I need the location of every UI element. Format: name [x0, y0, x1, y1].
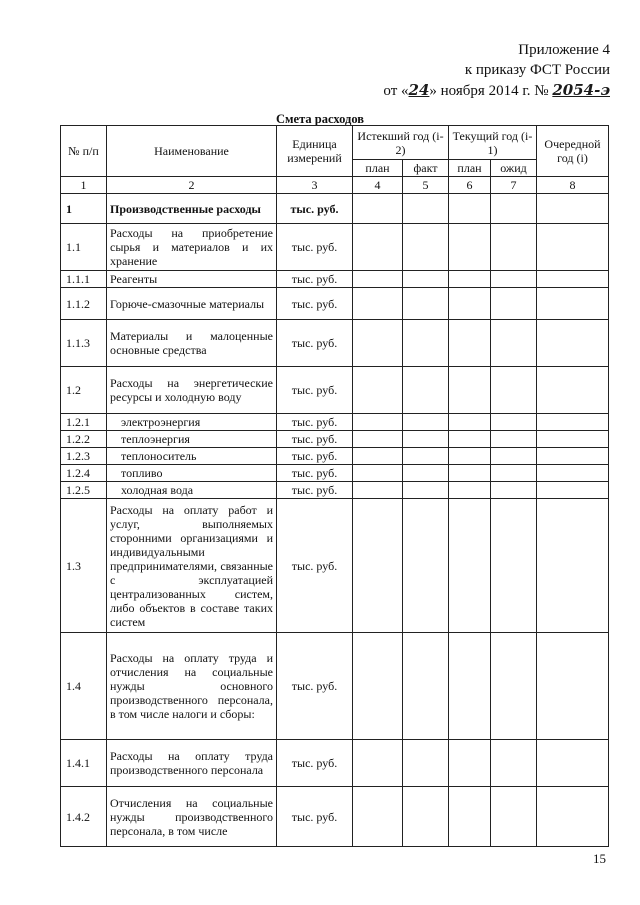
value-cell — [403, 431, 449, 448]
col-header-name: Наименование — [107, 126, 277, 177]
table-row — [61, 740, 609, 787]
row-number: 1.2.1 — [61, 414, 107, 431]
value-cell — [537, 224, 609, 271]
table-row — [61, 271, 609, 288]
value-cell — [403, 194, 449, 224]
table-row — [61, 414, 609, 431]
row-unit: тыс. руб. — [277, 448, 353, 465]
value-cell — [537, 288, 609, 320]
row-name: Производственные расходы — [107, 194, 277, 224]
row-unit: тыс. руб. — [277, 465, 353, 482]
col-number: 8 — [537, 177, 609, 194]
order-date-line — [350, 80, 610, 101]
value-cell — [353, 431, 403, 448]
col-number: 7 — [491, 177, 537, 194]
value-cell — [449, 482, 491, 499]
value-cell — [403, 633, 449, 740]
row-number: 1.3 — [61, 499, 107, 633]
row-unit: тыс. руб. — [277, 271, 353, 288]
value-cell — [491, 787, 537, 847]
value-cell — [449, 633, 491, 740]
value-cell — [403, 482, 449, 499]
value-cell — [449, 320, 491, 367]
row-number: 1.2.5 — [61, 482, 107, 499]
col-header-fact: факт — [403, 160, 449, 177]
table-row — [61, 787, 609, 847]
table-row — [61, 288, 609, 320]
table-row — [61, 482, 609, 499]
row-number: 1.2.4 — [61, 465, 107, 482]
value-cell — [537, 633, 609, 740]
row-unit: тыс. руб. — [277, 431, 353, 448]
value-cell — [537, 482, 609, 499]
col-number: 6 — [449, 177, 491, 194]
value-cell — [449, 740, 491, 787]
value-cell — [353, 271, 403, 288]
col-number: 3 — [277, 177, 353, 194]
row-name: Расходы на энергетические ресурсы и холодную воду — [107, 367, 277, 414]
table-row — [61, 367, 609, 414]
col-header-plan: план — [353, 160, 403, 177]
row-unit: тыс. руб. — [277, 194, 353, 224]
table-row — [61, 633, 609, 740]
table-row — [61, 224, 609, 271]
value-cell — [537, 740, 609, 787]
value-cell — [537, 499, 609, 633]
row-number: 1.4 — [61, 633, 107, 740]
value-cell — [449, 367, 491, 414]
table-row — [61, 499, 609, 633]
document-header — [350, 40, 610, 101]
value-cell — [449, 414, 491, 431]
row-unit: тыс. руб. — [277, 482, 353, 499]
value-cell — [537, 431, 609, 448]
value-cell — [491, 414, 537, 431]
value-cell — [449, 194, 491, 224]
row-name: Расходы на оплату труда производственного персонала — [107, 740, 277, 787]
row-name: топливо — [107, 465, 277, 482]
col-header-expected: ожид — [491, 160, 537, 177]
value-cell — [491, 633, 537, 740]
order-date-mid: » ноября 2014 г. № — [429, 83, 549, 99]
value-cell — [403, 288, 449, 320]
row-unit: тыс. руб. — [277, 320, 353, 367]
col-number: 1 — [61, 177, 107, 194]
row-number: 1 — [61, 194, 107, 224]
row-number: 1.4.2 — [61, 787, 107, 847]
row-unit: тыс. руб. — [277, 633, 353, 740]
handwritten-day: 24 — [408, 81, 430, 99]
value-cell — [403, 499, 449, 633]
row-unit: тыс. руб. — [277, 288, 353, 320]
col-number: 5 — [403, 177, 449, 194]
value-cell — [353, 194, 403, 224]
row-number: 1.1.2 — [61, 288, 107, 320]
value-cell — [353, 499, 403, 633]
value-cell — [403, 465, 449, 482]
value-cell — [403, 414, 449, 431]
value-cell — [403, 787, 449, 847]
col-header-plan-current: план — [449, 160, 491, 177]
value-cell — [491, 448, 537, 465]
value-cell — [537, 194, 609, 224]
row-number: 1.2 — [61, 367, 107, 414]
value-cell — [491, 465, 537, 482]
row-name: теплоноситель — [107, 448, 277, 465]
value-cell — [449, 465, 491, 482]
value-cell — [491, 271, 537, 288]
table-row — [61, 431, 609, 448]
value-cell — [353, 465, 403, 482]
value-cell — [491, 288, 537, 320]
row-number: 1.1 — [61, 224, 107, 271]
row-number: 1.4.1 — [61, 740, 107, 787]
value-cell — [449, 271, 491, 288]
document-title: Смета расходов — [275, 112, 365, 126]
col-header-prev-year: Истекший год (i-2) — [353, 126, 449, 160]
value-cell — [537, 367, 609, 414]
value-cell — [403, 224, 449, 271]
row-name: теплоэнергия — [107, 431, 277, 448]
col-header-next-year: Очередной год (i) — [537, 126, 609, 177]
row-number: 1.1.1 — [61, 271, 107, 288]
value-cell — [353, 740, 403, 787]
table-row — [61, 194, 609, 224]
value-cell — [537, 320, 609, 367]
row-unit: тыс. руб. — [277, 740, 353, 787]
value-cell — [403, 448, 449, 465]
value-cell — [537, 448, 609, 465]
value-cell — [353, 288, 403, 320]
value-cell — [449, 787, 491, 847]
row-name: Расходы на оплату работ и услуг, выполняемых сторонними организациями и индивидуальными предпринимателями, связанные с эксплуатацией централизованных систем, либо объектов в составе таких систем — [107, 499, 277, 633]
row-name: Материалы и малоценные основные средства — [107, 320, 277, 367]
estimate-table — [60, 125, 609, 847]
value-cell — [491, 194, 537, 224]
value-cell — [491, 320, 537, 367]
value-cell — [353, 787, 403, 847]
row-unit: тыс. руб. — [277, 367, 353, 414]
value-cell — [449, 224, 491, 271]
col-number: 4 — [353, 177, 403, 194]
row-name: холодная вода — [107, 482, 277, 499]
value-cell — [449, 431, 491, 448]
value-cell — [353, 414, 403, 431]
value-cell — [353, 367, 403, 414]
row-unit: тыс. руб. — [277, 414, 353, 431]
page-number: 15 — [593, 851, 606, 866]
value-cell — [403, 740, 449, 787]
value-cell — [491, 499, 537, 633]
value-cell — [353, 633, 403, 740]
value-cell — [491, 431, 537, 448]
value-cell — [491, 482, 537, 499]
row-name: Отчисления на социальные нужды производственного персонала, в том числе — [107, 787, 277, 847]
handwritten-order-number: 2054-э — [552, 81, 610, 99]
value-cell — [537, 414, 609, 431]
row-unit: тыс. руб. — [277, 224, 353, 271]
value-cell — [403, 320, 449, 367]
row-name: Расходы на приобретение сырья и материалов и их хранение — [107, 224, 277, 271]
value-cell — [491, 367, 537, 414]
row-name: Расходы на оплату труда и отчисления на социальные нужды основного производственного персонала, в том числе налоги и сборы: — [107, 633, 277, 740]
value-cell — [353, 482, 403, 499]
value-cell — [353, 448, 403, 465]
col-header-num: № п/п — [61, 126, 107, 177]
value-cell — [491, 224, 537, 271]
value-cell — [537, 787, 609, 847]
row-name: Реагенты — [107, 271, 277, 288]
order-reference: к приказу ФСТ России — [464, 62, 610, 78]
value-cell — [403, 271, 449, 288]
value-cell — [353, 320, 403, 367]
value-cell — [537, 465, 609, 482]
row-number: 1.1.3 — [61, 320, 107, 367]
column-number-row — [61, 177, 609, 194]
row-unit: тыс. руб. — [277, 499, 353, 633]
table-row — [61, 448, 609, 465]
table-row — [61, 320, 609, 367]
col-header-unit: Единица измерений — [277, 126, 353, 177]
row-number: 1.2.3 — [61, 448, 107, 465]
value-cell — [537, 271, 609, 288]
value-cell — [449, 288, 491, 320]
row-name: Горюче-смазочные материалы — [107, 288, 277, 320]
appendix-label: Приложение 4 — [518, 42, 610, 58]
value-cell — [449, 499, 491, 633]
row-name: электроэнергия — [107, 414, 277, 431]
col-number: 2 — [107, 177, 277, 194]
table-row — [61, 465, 609, 482]
value-cell — [403, 367, 449, 414]
value-cell — [449, 448, 491, 465]
value-cell — [353, 224, 403, 271]
value-cell — [491, 740, 537, 787]
order-date-prefix: от « — [383, 83, 409, 99]
row-unit: тыс. руб. — [277, 787, 353, 847]
col-header-current-year: Текущий год (i-1) — [449, 126, 537, 160]
row-number: 1.2.2 — [61, 431, 107, 448]
